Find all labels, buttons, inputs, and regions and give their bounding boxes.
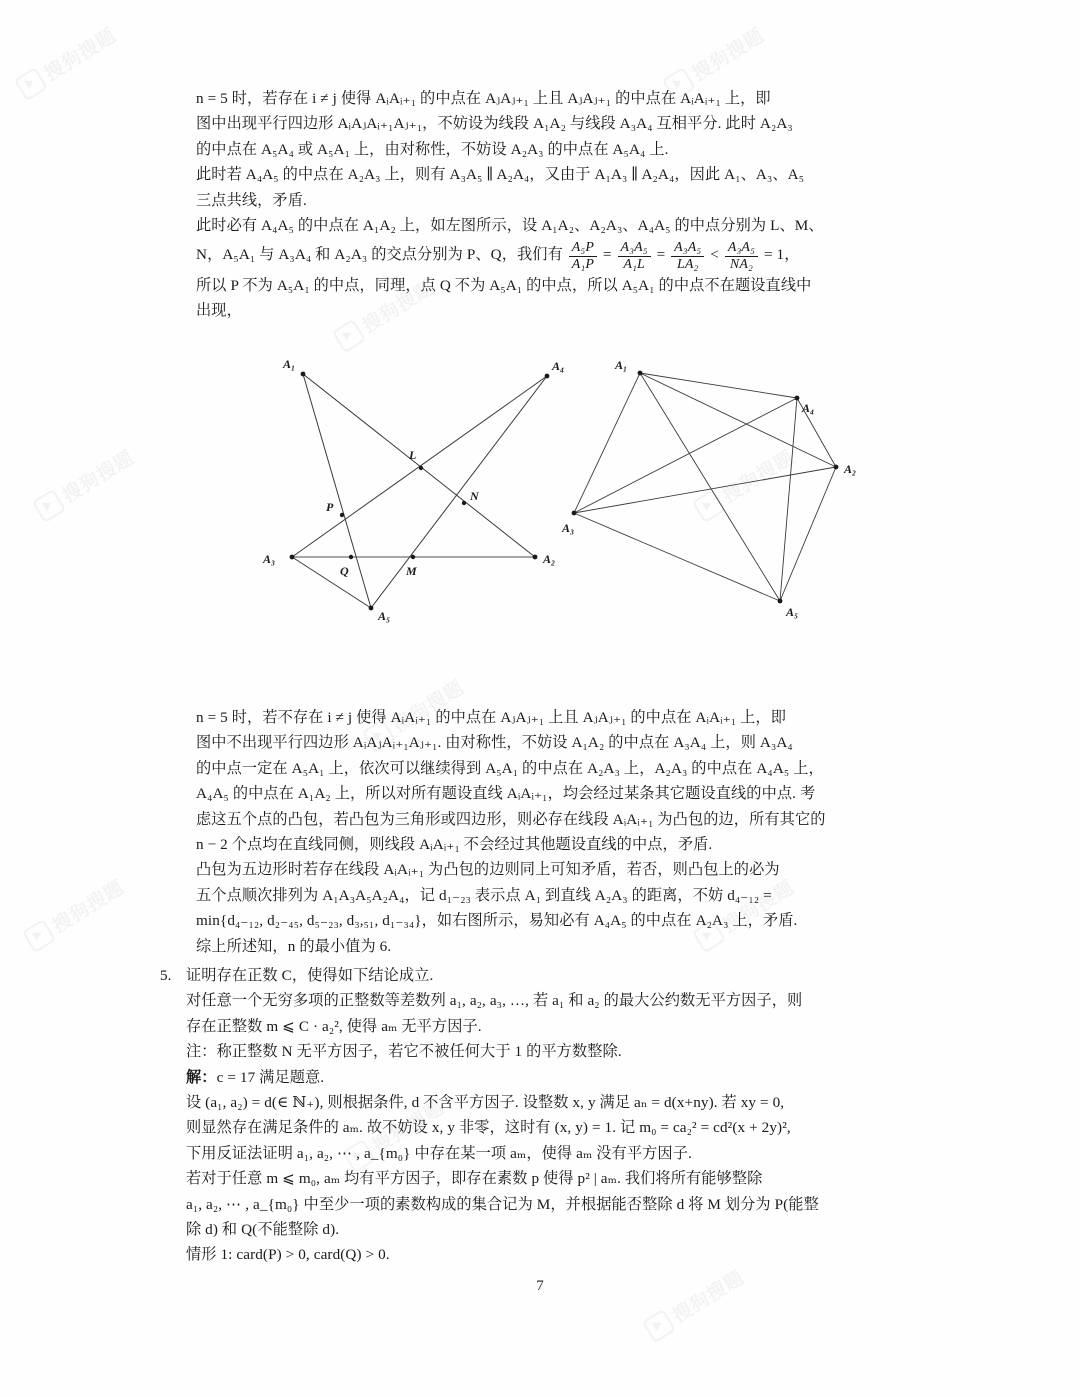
figure-right-svg [545, 356, 885, 646]
paragraph-case-1 [186, 1242, 950, 1267]
line: 三点共线，矛盾. [196, 191, 307, 209]
line: n − 2 个点均在直线同侧，则线段 AᵢAᵢ₊₁ 不会经过其他题设直线的中点，矛盾. [196, 836, 713, 854]
line: A₄A₅ 的中点在 A₁A₂ 上，所以对所有题设直线 AᵢAᵢ₊₁，均会经过某条其它题设直线的中点. 考 [196, 785, 816, 803]
label-A3: A₃ [263, 552, 276, 566]
figure-right-edges [574, 373, 836, 601]
figure-right-labels [561, 358, 856, 619]
line: n = 5 时，若存在 i ≠ j 使得 AᵢAᵢ₊₁ 的中点在 AⱼAⱼ₊₁ 上且 AⱼAⱼ₊₁ 的中点在 AᵢAᵢ₊₁ 上，即 [196, 90, 771, 107]
edge-A3-A5 [292, 557, 371, 608]
point-L [419, 466, 423, 470]
point-N [462, 501, 466, 505]
fraction-2: $\frac{\text{A₃A₅}}{\text{A₁L}}$ [618, 240, 651, 272]
figure-left-svg [255, 348, 595, 648]
proof-text-block-top [196, 86, 948, 324]
label-N: N [470, 489, 479, 503]
figure-left-edges [292, 374, 547, 608]
watermark-logo-icon [14, 67, 48, 101]
label-M: M [406, 564, 417, 578]
equals-1: = [602, 246, 612, 264]
edge-A1-A5 [303, 374, 371, 608]
point-A4 [795, 396, 800, 401]
line: 情形 1: card(P) > 0, card(Q) > 0. [186, 1246, 390, 1264]
line: 对任意一个无穷多项的正整数等差数列 a₁, a₂, a₃, …, 若 a₁ 和 a₂ 的最大公约数无平方因子，则 [186, 992, 803, 1010]
line: 注：称正整数 N 无平方因子，若它不被任何大于 1 的平方数整除. [186, 1043, 622, 1061]
problem-statement-body [186, 963, 950, 1268]
edge-A1-A2 [640, 373, 836, 467]
watermark [21, 873, 129, 954]
figure-left-vertices [290, 372, 550, 611]
label-P: P [326, 500, 334, 514]
watermark-logo-icon [642, 1309, 676, 1343]
line: 若对于任意 m ⩽ m₀, aₘ 均有平方因子，即存在素数 p 使得 p² | aₘ. 我们将所有能够整除 [186, 1170, 763, 1188]
point-A3 [572, 511, 577, 516]
point-A1 [301, 372, 306, 377]
edge-A1-A2 [303, 374, 535, 557]
label-A1: A₁ [283, 357, 296, 371]
point-A2 [533, 555, 538, 560]
fraction-1: $\frac{\text{A₅P}}{\text{A₁P}}$ [569, 240, 597, 272]
label-A3: A₃ [562, 521, 575, 535]
edge-A2-A5 [780, 467, 836, 601]
label-A5: A₅ [378, 609, 391, 623]
label-Q: Q [340, 564, 349, 578]
edge-A3-A5 [574, 513, 780, 601]
figure-left-labels [262, 357, 564, 623]
figure-row [0, 348, 1080, 648]
label-A4: A₄ [552, 359, 565, 373]
line: 的中点一定在 A₅A₁ 上，依次可以继续得到 A₅A₁ 的中点在 A₂A₃ 上，A₂A₃ 的中点在 A₄A₅ 上， [196, 759, 824, 777]
line: min{d₄₋₁₂, d₂₋₄₅, d₅₋₂₃, d₃,₅₁, d₁₋₃₄}，如右图所示，易知必有 A₄A₅ 的中点在 A₂A₃ 上，矛盾. [196, 912, 798, 930]
paragraph-case-a-3 [196, 213, 948, 324]
edge-A1-A3 [574, 373, 640, 513]
paragraph-solution-1 [186, 1090, 950, 1166]
less-than: < [710, 246, 719, 264]
paragraph-statement [186, 963, 950, 1039]
line: 的中点在 A₅A₄ 或 A₅A₁ 上，由对称性，不妨设 A₂A₃ 的中点在 A₅A₄ 上. [196, 140, 669, 158]
point-A1 [638, 371, 643, 376]
label-A2: A₂ [543, 552, 556, 566]
paragraph-case-b-1 [196, 705, 948, 857]
proof-text-block-bottom [196, 705, 948, 959]
line: 存在正整数 m ⩽ C · a₂², 使得 aₘ 无平方因子. [186, 1017, 482, 1035]
fraction-4: $\frac{\text{A₃A₅}}{\text{NA₂}}$ [725, 240, 758, 272]
paragraph-note [186, 1039, 950, 1064]
watermark [13, 21, 121, 102]
equals-2: = [656, 246, 666, 264]
label-A2: A₂ [844, 462, 857, 476]
problem-5-statement [160, 963, 950, 1268]
line: 图中不出现平行四边形 AᵢAⱼAᵢ₊₁Aⱼ₊₁. 由对称性，不妨设 A₁A₂ 的中点在 A₃A₄ 上，则 A₃A₄ [196, 734, 793, 752]
paragraph-case-a-1 [196, 86, 948, 162]
problem-5-block [160, 963, 950, 1268]
line: 此时若 A₄A₅ 的中点在 A₂A₃ 上，则有 A₃A₅ ∥ A₂A₄，又由于 A₁A₃ ∥ A₂A₄，因此 A₁、A₃、A₅ [196, 166, 805, 184]
label-A1: A₁ [615, 358, 628, 372]
figure-left-pentagon-midpoints [255, 348, 595, 648]
line: n = 5 时，若不存在 i ≠ j 使得 AᵢAᵢ₊₁ 的中点在 AⱼAⱼ₊₁ 上且 AⱼAⱼ₊₁ 的中点在 AᵢAᵢ₊₁ 上，即 [196, 709, 786, 726]
problem-number: 5. [160, 967, 172, 984]
line-prefix: N，A₅A₁ 与 A₃A₄ 和 A₂A₃ 的交点分别为 P、Q，我们有 [196, 246, 563, 264]
line: 下用反证法证明 a₁, a₂, ⋯ , a_{m₀} 中存在某一项 aₘ，使得 aₘ 没有平方因子. [186, 1144, 692, 1162]
point-A2 [834, 465, 839, 470]
line: 五个点顺次排列为 A₁A₃A₅A₂A₄，记 d₁₋₂₃ 表示点 A₁ 到直线 A₂A₃ 的距离，不妨 d₄₋₁₂ = [196, 886, 772, 904]
paragraph-conclusion [196, 934, 948, 959]
line: 所以 P 不为 A₅A₁ 的中点，同理，点 Q 不为 A₅A₁ 的中点，所以 A₅A₁ 的中点不在题设直线中 [196, 276, 812, 294]
point-Q [349, 555, 353, 559]
point-M [411, 555, 415, 559]
figure-right-convex-pentagon [545, 356, 885, 646]
watermark-logo-icon [22, 919, 56, 953]
point-A3 [290, 555, 295, 560]
solution-label: 解： [186, 1068, 217, 1086]
line-with-fractions [196, 238, 799, 272]
edge-A4-A5 [371, 376, 547, 608]
line: 图中出现平行四边形 AᵢAⱼAᵢ₊₁Aⱼ₊₁，不妨设为线段 A₁A₂ 与线段 A₃A₄ 互相平分. 此时 A₂A₃ [196, 115, 793, 133]
watermark [641, 1263, 749, 1344]
paragraph-case-b-2 [196, 857, 948, 933]
line: 凸包为五边形时若存在线段 AᵢAᵢ₊₁ 为凸包的边则同上可知矛盾，若否，则凸包上的必为 [196, 861, 780, 879]
equals-one: = 1， [763, 246, 800, 264]
solution-lead-text: c = 17 满足题意. [216, 1068, 325, 1086]
line: 综上所述知，n 的最小值为 6. [196, 937, 392, 955]
line: a₁, a₂, ⋯ , a_{m₀} 中至少一项的素数构成的集合记为 M，并根据能否整除 d 将 M 划分为 P(能整 [186, 1195, 819, 1213]
line: 设 (a₁, a₂) = d(∈ ℕ₊), 则根据条件, d 不含平方因子. 设整数 x, y 满足 aₙ = d(x+ny). 若 xy = 0, [186, 1094, 785, 1112]
edge-A1-A5 [640, 373, 780, 601]
line: 证明存在正数 C，使得如下结论成立. [186, 967, 434, 984]
edge-A4-A3 [574, 398, 797, 513]
page-number: 7 [536, 1278, 544, 1294]
label-A5: A₅ [786, 605, 799, 619]
line: 除 d) 和 Q(不能整除 d). [186, 1221, 340, 1239]
line: 虑这五个点的凸包，若凸包为三角形或四边形，则必存在线段 AᵢAᵢ₊₁ 为凸包的边，所有其它的 [196, 810, 826, 828]
fraction-3: $\frac{\text{A₃A₅}}{\text{LA₂}}$ [671, 240, 704, 272]
point-A5 [778, 599, 783, 604]
line: 出现， [196, 302, 242, 320]
edge-A4-A5 [780, 398, 797, 601]
point-A5 [369, 606, 374, 611]
paragraph-solution-2 [186, 1166, 950, 1242]
paragraph-solution-lead [186, 1065, 950, 1090]
line: 此时必有 A₄A₅ 的中点在 A₁A₂ 上，如左图所示，设 A₁A₂、A₂A₃、A₄A₅ 的中点分别为 L、M、 [196, 217, 824, 235]
edge-A1-A4 [640, 373, 797, 398]
point-P [340, 513, 344, 517]
label-L: L [409, 448, 417, 462]
label-A4: A₄ [802, 401, 815, 415]
edge-A2-A3 [574, 467, 836, 513]
line: 则显然存在满足条件的 aₘ. 故不妨设 x, y 非零，这时有 (x, y) = 1. 记 m₀ = ca₂² = cd²(x + 2y)², [186, 1119, 791, 1137]
paragraph-case-a-2 [196, 162, 948, 213]
